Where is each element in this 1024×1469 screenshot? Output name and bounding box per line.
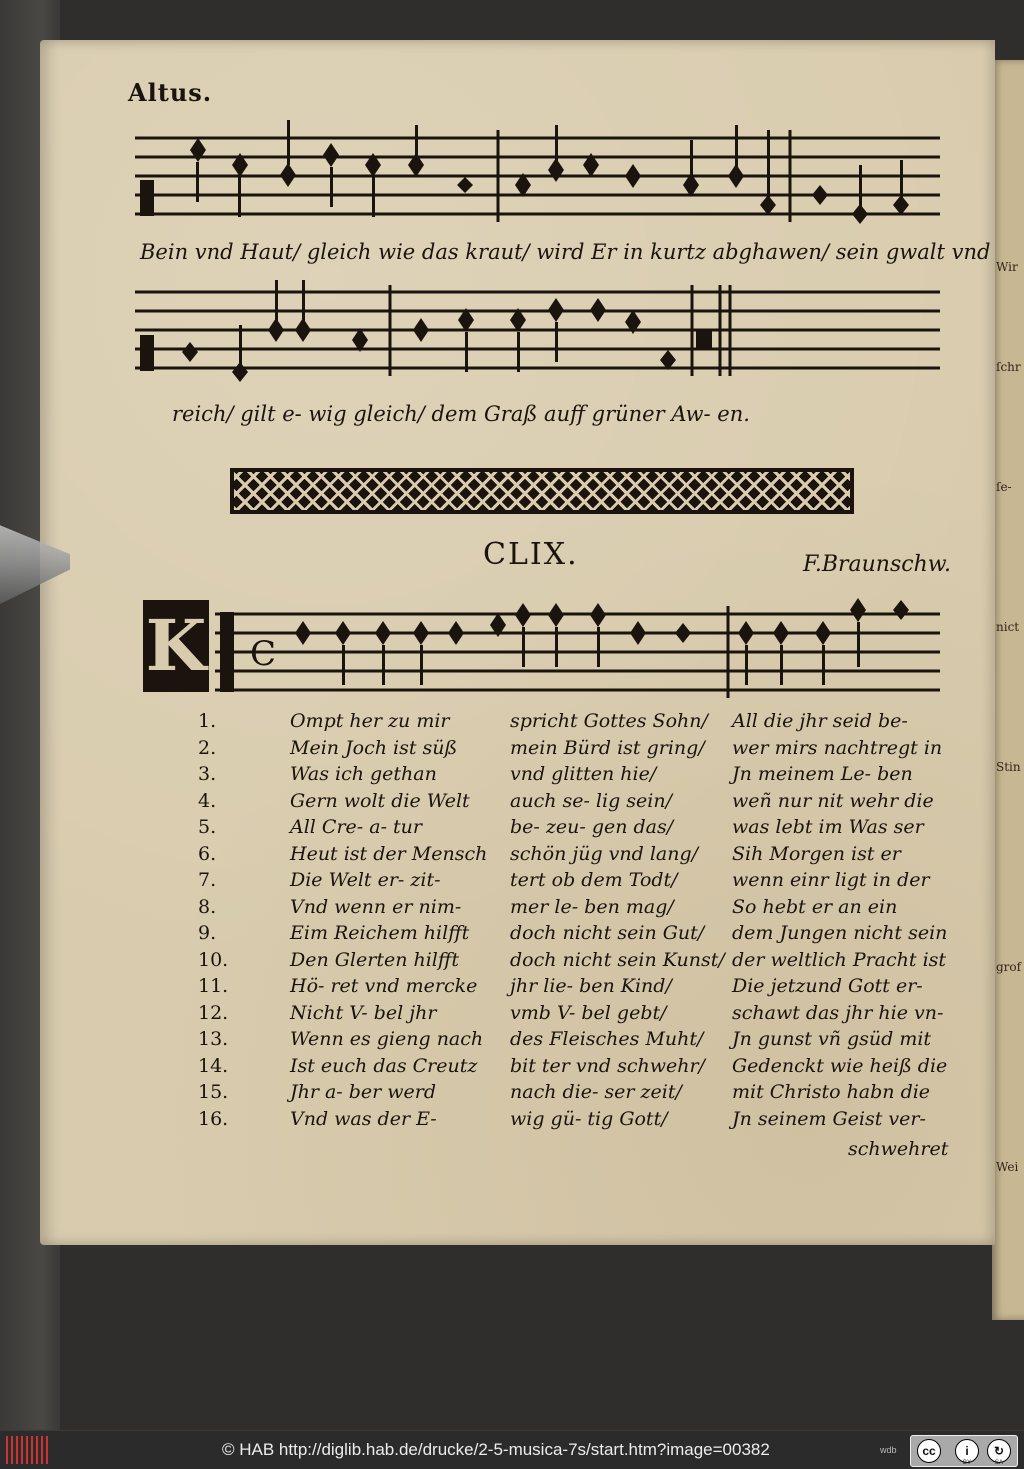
verse-text-col3: Jn meinem Le- ben: [732, 763, 913, 785]
verse-row: [0, 1055, 955, 1082]
verse-text-col2: bit ter vnd schwehr/: [510, 1054, 705, 1077]
verse-text-col2: doch nicht sein Gut/: [510, 922, 705, 944]
verse-number: 2.: [198, 736, 217, 759]
verse-number: 6.: [198, 842, 217, 865]
verse-row: [0, 790, 955, 817]
verse-number: 15.: [198, 1081, 229, 1103]
verse-text-col1: Nicht V- bel jhr: [290, 1001, 437, 1024]
verse-text-col1: Die Welt er- zit-: [290, 869, 441, 891]
verse-text-col1: Vnd was der E-: [290, 1107, 437, 1130]
verse-text-col1: Eim Reichem hilfft: [290, 922, 470, 944]
verse-text-col3: weñ nur nit wehr die: [732, 789, 934, 812]
song-number: CLIX.: [483, 537, 579, 572]
verse-row: [0, 949, 955, 976]
verse-text-col1: Hö- ret vnd mercke: [290, 975, 478, 997]
verse-text-col3: Sih Morgen ist er: [732, 842, 901, 865]
verse-text-col2: jhr lie- ben Kind/: [510, 975, 672, 997]
verse-text-col3: Jn gunst vñ gsüd mit: [732, 1028, 932, 1050]
verse-text-col2: vnd glitten hie/: [510, 763, 657, 785]
verse-text-col2: auch se- lig sein/: [510, 789, 673, 812]
verse-text-col2: mein Bürd ist gring/: [510, 736, 705, 759]
cc-icon: cc: [917, 1439, 941, 1463]
verse-row: [0, 710, 955, 737]
verse-text-col1: Jhr a- ber werd: [290, 1081, 437, 1103]
verse-number: 5.: [198, 816, 217, 838]
verse-number: 1.: [198, 710, 217, 732]
verse-number: 11.: [198, 975, 229, 997]
footer-credit-link[interactable]: © HAB http://diglib.hab.de/drucke/2-5-musica-7s/start.htm?image=00382: [222, 1440, 770, 1459]
attribution-icon: i: [955, 1439, 979, 1463]
verse-row: [0, 1002, 955, 1029]
cc-sa-label: SA: [995, 1460, 1004, 1466]
verse-row: [0, 922, 955, 949]
voice-label: Altus.: [128, 78, 213, 107]
verse-text-col3: All die jhr seid be-: [732, 710, 908, 732]
verse-text-col3: So hebt er an ein: [732, 895, 898, 918]
verse-text-col1: Den Glerten hilfft: [290, 948, 459, 971]
verse-number: 14.: [198, 1054, 229, 1077]
verse-text-col3: wer mirs nachtregt in: [732, 736, 943, 759]
verse-row: [0, 737, 955, 764]
verse-row: [0, 975, 955, 1002]
verse-text-col2: mer le- ben mag/: [510, 895, 674, 918]
verse-row: [0, 1108, 955, 1135]
verse-text-col1: Mein Joch ist süß: [290, 736, 458, 759]
cc-license-badge[interactable]: [910, 1435, 1018, 1467]
verse-text-col3: Die jetzund Gott er-: [732, 975, 923, 997]
verse-number: 8.: [198, 895, 217, 918]
verse-number: 4.: [198, 789, 217, 812]
verse-text-col1: Was ich gethan: [290, 763, 437, 785]
verse-text-col1: Vnd wenn er nim-: [290, 895, 462, 918]
verse-text-col1: Ist euch das Creutz: [290, 1054, 478, 1077]
verse-number: 9.: [198, 922, 217, 944]
verse-text-col2: des Fleisches Muht/: [510, 1028, 704, 1050]
verse-row: [0, 816, 955, 843]
lyrics-line-2: reich/ gilt e- wig gleich/ dem Graß auff grüner Aw- en.: [172, 402, 750, 426]
verse-text-col2: be- zeu- gen das/: [510, 816, 674, 838]
verse-text-col3: Jn seinem Geist ver-: [732, 1107, 926, 1130]
verse-text-col2: doch nicht sein Kunst/: [510, 948, 725, 971]
footer-bar: [0, 1430, 1024, 1469]
verse-row: [0, 843, 955, 870]
verse-text-col1: All Cre- a- tur: [290, 816, 422, 838]
verse-number: 13.: [198, 1028, 229, 1050]
decorated-initial-letter: K: [143, 600, 209, 692]
verse-text-col3: dem Jungen nicht sein: [732, 922, 948, 944]
verse-tail: schwehret: [848, 1138, 949, 1160]
verse-text-col2: spricht Gottes Sohn/: [510, 710, 708, 732]
footer-small-mark: wdb: [880, 1445, 897, 1455]
verse-number: 7.: [198, 869, 217, 891]
share-alike-icon: ↻: [987, 1439, 1011, 1463]
verse-text-col3: schawt das jhr hie vn-: [732, 1001, 944, 1024]
verse-text-col1: Heut ist der Mensch: [290, 842, 488, 865]
verse-text-col2: schön jüg vnd lang/: [510, 842, 699, 865]
verse-text-col3: was lebt im Was ser: [732, 816, 924, 838]
verse-number: 16.: [198, 1107, 229, 1130]
verse-text-col3: wenn einr ligt in der: [732, 869, 930, 891]
verse-text-col2: nach die- ser zeit/: [510, 1081, 682, 1103]
next-page-edge: Wir ſchr ſe- nict Stin grof Wei: [992, 60, 1024, 1320]
verse-number: 3.: [198, 763, 217, 785]
verse-row: [0, 896, 955, 923]
verse-row: [0, 869, 955, 896]
verse-text-col2: vmb V- bel gebt/: [510, 1001, 667, 1024]
verse-text-col2: tert ob dem Todt/: [510, 869, 678, 891]
verse-text-col3: mit Christo habn die: [732, 1081, 931, 1103]
verse-row: [0, 763, 955, 790]
verse-row: [0, 1028, 955, 1055]
verse-text-col1: Gern wolt die Welt: [290, 789, 470, 812]
verse-text-col1: Wenn es gieng nach: [290, 1028, 484, 1050]
svg-text:C: C: [250, 634, 277, 674]
lyrics-line-1: Bein vnd Haut/ gleich wie das kraut/ wird Er in kurtz abghawen/ sein gwalt vnd: [140, 240, 991, 264]
verse-text-col3: Gedenckt wie heiß die: [732, 1054, 948, 1077]
cc-by-label: BY: [963, 1460, 972, 1466]
verse-text-col3: der weltlich Pracht ist: [732, 948, 947, 971]
verse-number: 12.: [198, 1001, 229, 1024]
verse-text-col1: Ompt her zu mir: [290, 710, 450, 732]
verse-text-col2: wig gü- tig Gott/: [510, 1107, 668, 1130]
decorative-border-ornament: [230, 468, 854, 514]
composer-name: F.Braunschw.: [803, 552, 951, 577]
verse-number: 10.: [198, 948, 229, 971]
verse-row: [0, 1081, 955, 1108]
hab-logo-icon[interactable]: [6, 1436, 50, 1464]
